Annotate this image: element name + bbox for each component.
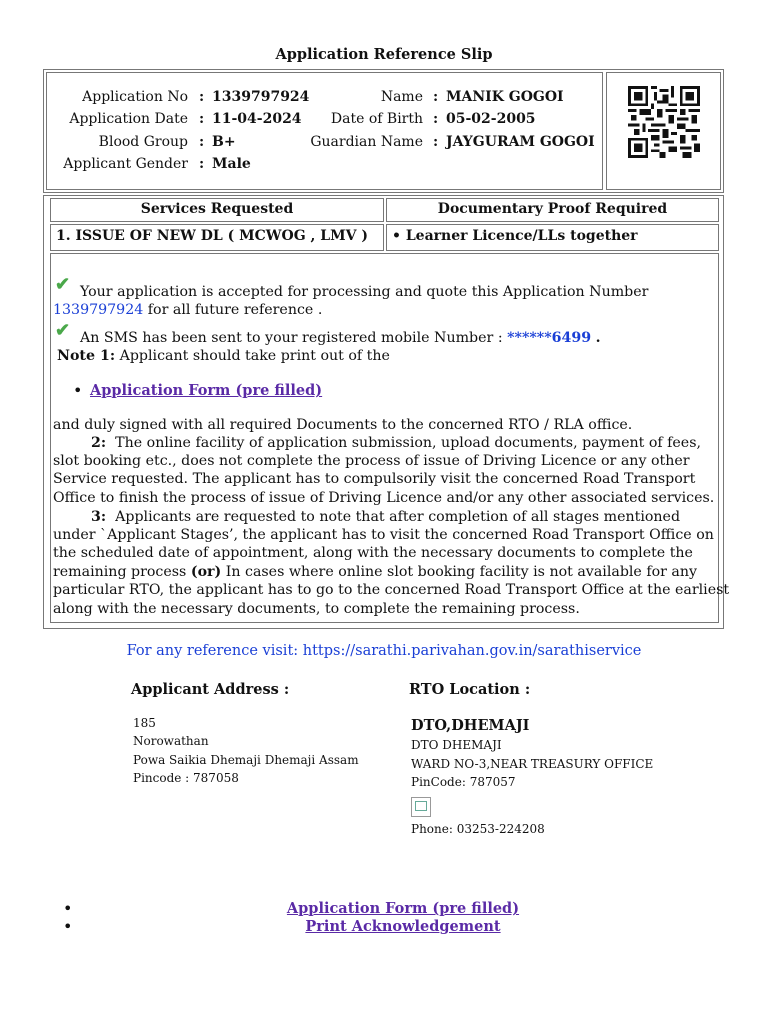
gender-value: Male	[212, 156, 251, 172]
rto-location-header: RTO Location :	[409, 681, 531, 698]
check-mark-icon: ✔	[55, 274, 71, 295]
colon: :	[199, 89, 205, 105]
application-no-value: 1339797924	[212, 89, 310, 105]
signed-documents-line: and duly signed with all required Documents to the concerned RTO / RLA office.	[53, 417, 633, 433]
accepted-message: Your application is accepted for processing and quote this Application Number	[80, 284, 649, 300]
note-2-line-1	[53, 434, 701, 452]
address-line-2: Norowathan	[133, 734, 209, 748]
broken-image-icon	[411, 797, 431, 817]
rto-line-2: WARD NO-3,NEAR TREASURY OFFICE	[411, 757, 654, 771]
guardian-value: JAYGURAM GOGOI	[446, 134, 595, 150]
rto-pincode: PinCode: 787057	[411, 775, 516, 789]
check-mark-icon: ✔	[55, 320, 71, 341]
mobile-number: ******6499	[507, 330, 592, 346]
colon: :	[199, 111, 205, 127]
note-2-text: The online facility of application submission, upload documents, payment of fees,	[115, 435, 701, 451]
colon: :	[199, 156, 205, 172]
note-2-line-2: slot booking etc., does not complete the process of issue of Driving Licence or any other	[53, 453, 690, 469]
note-3-line-1	[53, 508, 680, 526]
address-line-1: 185	[133, 716, 156, 730]
list-bullet: •	[63, 917, 73, 936]
note-3-online: In cases where online slot booking facility is not available for any	[225, 564, 698, 580]
colon: :	[199, 134, 205, 150]
address-line-3: Powa Saikia Dhemaji Dhemaji Assam	[133, 753, 359, 767]
label-name: Name	[380, 89, 423, 105]
list-bullet: •	[63, 899, 73, 918]
sms-message	[80, 329, 601, 347]
note-2-line-4: Office to finish the process of issue of Driving Licence and/or any other associated services.	[53, 490, 715, 506]
header-documentary-proof: Documentary Proof Required	[386, 198, 719, 222]
note-1-text: Applicant should take print out of the	[119, 348, 390, 364]
header-services-requested: Services Requested	[50, 198, 384, 222]
documentary-proof-value: • Learner Licence/LLs together	[386, 224, 719, 251]
page-title: Application Reference Slip	[275, 46, 493, 63]
note-3-label: 3:	[91, 509, 107, 525]
sms-text: An SMS has been sent to your registered mobile Number :	[80, 330, 503, 346]
note-2-label: 2:	[91, 435, 107, 451]
label-blood-group: Blood Group	[98, 134, 188, 150]
future-reference-line	[53, 301, 322, 319]
note-1	[57, 347, 390, 365]
blood-group-value: B+	[212, 134, 236, 150]
rto-phone: Phone: 03253-224208	[411, 822, 545, 836]
future-reference-text: for all future reference .	[147, 302, 323, 318]
application-form-link[interactable]: Application Form (pre filled)	[90, 382, 323, 399]
print-acknowledgement-link[interactable]: Print Acknowledgement	[305, 918, 501, 935]
note-3-remaining: remaining process	[53, 564, 187, 580]
list-bullet: •	[73, 381, 83, 400]
label-application-date: Application Date	[69, 111, 188, 127]
reference-link[interactable]: For any reference visit: https://sarathi.parivahan.gov.in/sarathiservice	[126, 643, 642, 659]
note-3-line-6: along with the necessary documents, to complete the remaining process.	[53, 601, 580, 617]
label-guardian: Guardian Name	[310, 134, 423, 150]
service-requested-value: 1. ISSUE OF NEW DL ( MCWOG , LMV )	[50, 224, 384, 251]
note-2-line-3: Service requested. The applicant has to compulsorily visit the concerned Road Transport	[53, 471, 696, 487]
colon: :	[433, 134, 439, 150]
colon: :	[433, 89, 439, 105]
address-pincode: Pincode : 787058	[133, 771, 239, 785]
application-no-highlight: 1339797924	[53, 302, 144, 318]
label-gender: Applicant Gender	[63, 156, 188, 172]
note-3-line-5: particular RTO, the applicant has to go to the concerned Road Transport Office at the earliest	[53, 582, 730, 598]
note-3-line-4	[53, 563, 697, 581]
note-1-label: Note 1:	[57, 348, 116, 364]
applicant-address-header: Applicant Address :	[131, 681, 290, 698]
colon: :	[433, 111, 439, 127]
note-3-text: Applicants are requested to note that after completion of all stages mentioned	[115, 509, 681, 525]
qr-code-icon	[628, 86, 700, 158]
application-date-value: 11-04-2024	[212, 111, 302, 127]
dob-value: 05-02-2005	[446, 111, 536, 127]
note-3-or: (or)	[190, 564, 222, 580]
note-3-line-3: the scheduled date of appointment, along with the necessary documents to complete the	[53, 545, 693, 561]
label-dob: Date of Birth	[330, 111, 423, 127]
label-application-no: Application No	[82, 89, 188, 105]
rto-name: DTO,DHEMAJI	[411, 717, 530, 734]
sms-end: .	[595, 330, 601, 346]
name-value: MANIK GOGOI	[446, 89, 564, 105]
application-form-bottom-link[interactable]: Application Form (pre filled)	[286, 900, 520, 917]
note-3-line-2: under `Applicant Stages’, the applicant has to visit the concerned Road Transport Office on	[53, 527, 714, 543]
rto-line-1: DTO DHEMAJI	[411, 738, 502, 752]
